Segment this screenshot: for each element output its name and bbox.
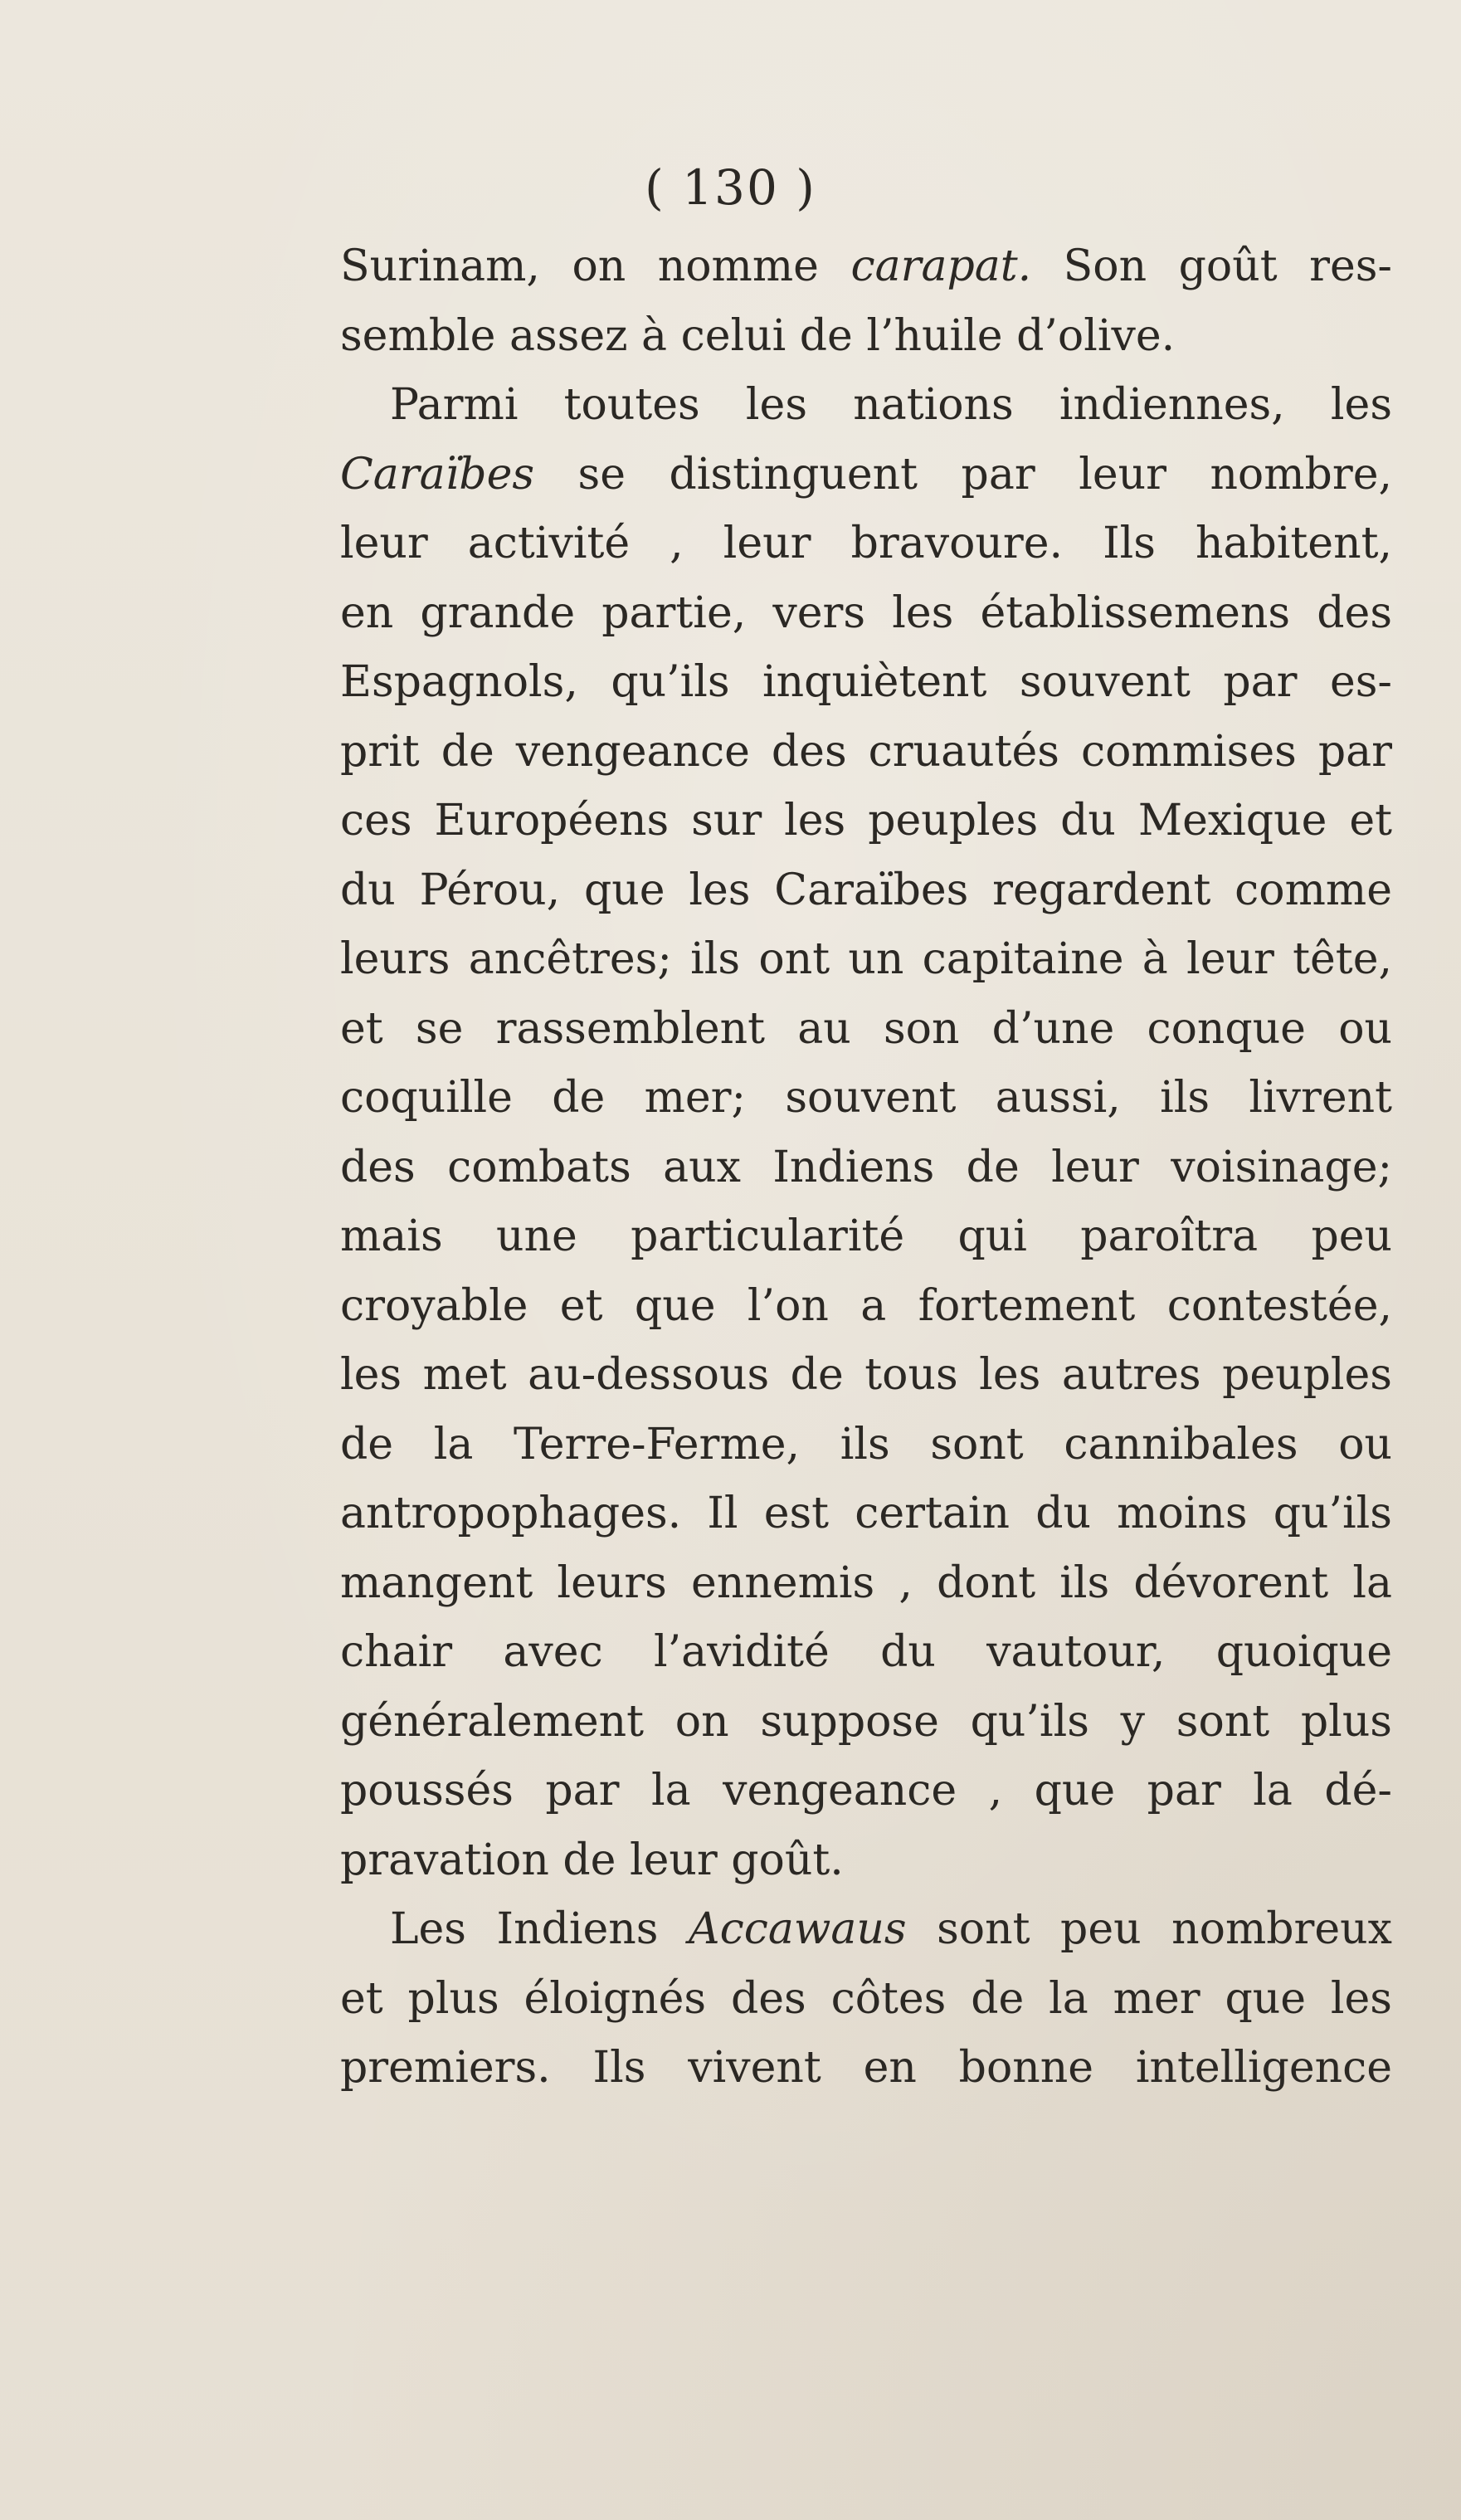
text-line: pravation de leur goût. bbox=[340, 1835, 844, 1885]
text-line: Caraïbes se distinguent par leur nombre, bbox=[340, 449, 1392, 500]
text-line: des combats aux Indiens de leur voisinage; bbox=[340, 1142, 1392, 1192]
text-line: leurs ancêtres; ils ont un capitaine à leur tête, bbox=[340, 934, 1392, 984]
text-line: les met au-dessous de tous les autres peuples bbox=[340, 1350, 1392, 1400]
text-line: Espagnols, qu’ils inquiètent souvent par es- bbox=[340, 657, 1392, 707]
text-line: et plus éloignés des côtes de la mer que les bbox=[340, 1973, 1392, 2024]
italic-word: Accawaus bbox=[689, 1904, 907, 1954]
text-line: en grande partie, vers les établissemens des bbox=[340, 587, 1392, 638]
text-line: généralement on suppose qu’ils y sont plus bbox=[340, 1696, 1392, 1747]
text-line: mangent leurs ennemis , dont ils dévorent la bbox=[340, 1557, 1392, 1608]
paragraph-3 bbox=[340, 1895, 1392, 2103]
text-line: Les Indiens Accawaus sont peu nombreux bbox=[390, 1904, 1392, 1954]
text-line: mais une particularité qui paroîtra peu bbox=[340, 1211, 1392, 1261]
body-text bbox=[340, 232, 1392, 2103]
page-number: ( 130 ) bbox=[645, 159, 816, 216]
paragraph-2 bbox=[340, 371, 1392, 1895]
text-line: chair avec l’avidité du vautour, quoique bbox=[340, 1627, 1392, 1677]
text-line: de la Terre-Ferme, ils sont cannibales ou bbox=[340, 1419, 1392, 1470]
text-line: leur activité , leur bravoure. Ils habitent, bbox=[340, 519, 1392, 568]
text-line: semble assez à celui de l’huile d’olive. bbox=[340, 310, 1176, 361]
paragraph-1 bbox=[340, 232, 1392, 371]
text-line: prit de vengeance des cruautés commises par bbox=[340, 726, 1392, 777]
italic-word: Caraïbes bbox=[340, 449, 535, 500]
text-line: Parmi toutes les nations indiennes, les bbox=[390, 380, 1392, 430]
text-line: croyable et que l’on a fortement contestée, bbox=[340, 1280, 1392, 1331]
text-line: et se rassemblent au son d’une conque ou bbox=[340, 1003, 1392, 1054]
text-line: ces Européens sur les peuples du Mexique et bbox=[340, 796, 1392, 846]
text-line: du Pérou, que les Caraïbes regardent comme bbox=[340, 865, 1392, 915]
text-line: coquille de mer; souvent aussi, ils livrent bbox=[340, 1073, 1392, 1123]
text-line: antropophages. Il est certain du moins qu’ils bbox=[340, 1489, 1392, 1538]
text-line: poussés par la vengeance , que par la dé- bbox=[340, 1766, 1392, 1816]
italic-word: carapat. bbox=[850, 241, 1032, 291]
text-line: premiers. Ils vivent en bonne intelligence bbox=[340, 2043, 1392, 2093]
text-line: Surinam, on nomme carapat. Son goût res- bbox=[340, 241, 1392, 291]
